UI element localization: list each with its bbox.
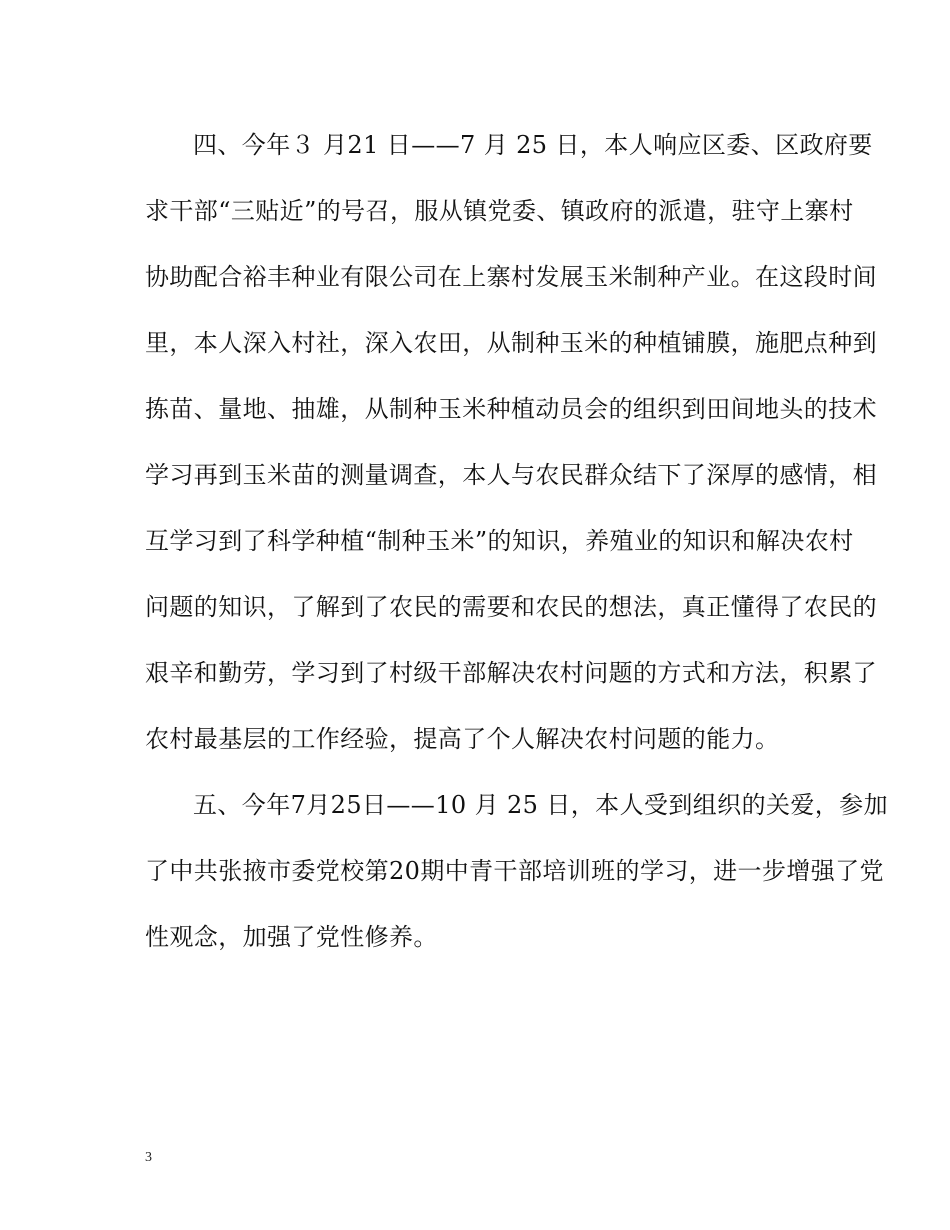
paragraph-4-line-7: 互学习到了科学种植“制种玉米”的知识，养殖业的知识和解决农村 <box>145 527 854 555</box>
paragraph-4-line-1: 四、今年３ 月21 日——7 月 25 日，本人响应区委、区政府要 <box>193 131 873 159</box>
paragraph-4-line-3: 协助配合裕丰种业有限公司在上寨村发展玉米制种产业。在这段时间 <box>145 263 877 291</box>
paragraph-4-line-9: 艰辛和勤劳，学习到了村级干部解决农村问题的方式和方法，积累了 <box>145 659 877 687</box>
paragraph-4-line-10: 农村最基层的工作经验，提高了个人解决农村问题的能力。 <box>145 725 780 753</box>
paragraph-4-line-5: 拣苗、量地、抽雄，从制种玉米种植动员会的组织到田间地头的技术 <box>145 395 877 423</box>
paragraph-5-line-2: 了中共张掖市委党校第20期中青干部培训班的学习，进一步增强了党 <box>145 857 884 885</box>
paragraph-4-line-2: 求干部“三贴近”的号召，服从镇党委、镇政府的派遣，驻守上寨村 <box>145 197 854 225</box>
paragraph-5-line-3: 性观念，加强了党性修养。 <box>145 923 438 951</box>
paragraph-5-line-1: 五、今年7月25日——10 月 25 日，本人受到组织的关爱，参加 <box>193 791 888 819</box>
paragraph-4-line-6: 学习再到玉米苗的测量调查，本人与农民群众结下了深厚的感情，相 <box>145 461 877 489</box>
paragraph-4-line-8: 问题的知识，了解到了农民的需要和农民的想法，真正懂得了农民的 <box>145 593 877 621</box>
page-number: 3 <box>145 1150 152 1165</box>
paragraph-4-line-4: 里，本人深入村社，深入农田，从制种玉米的种植铺膜，施肥点种到 <box>145 329 877 357</box>
